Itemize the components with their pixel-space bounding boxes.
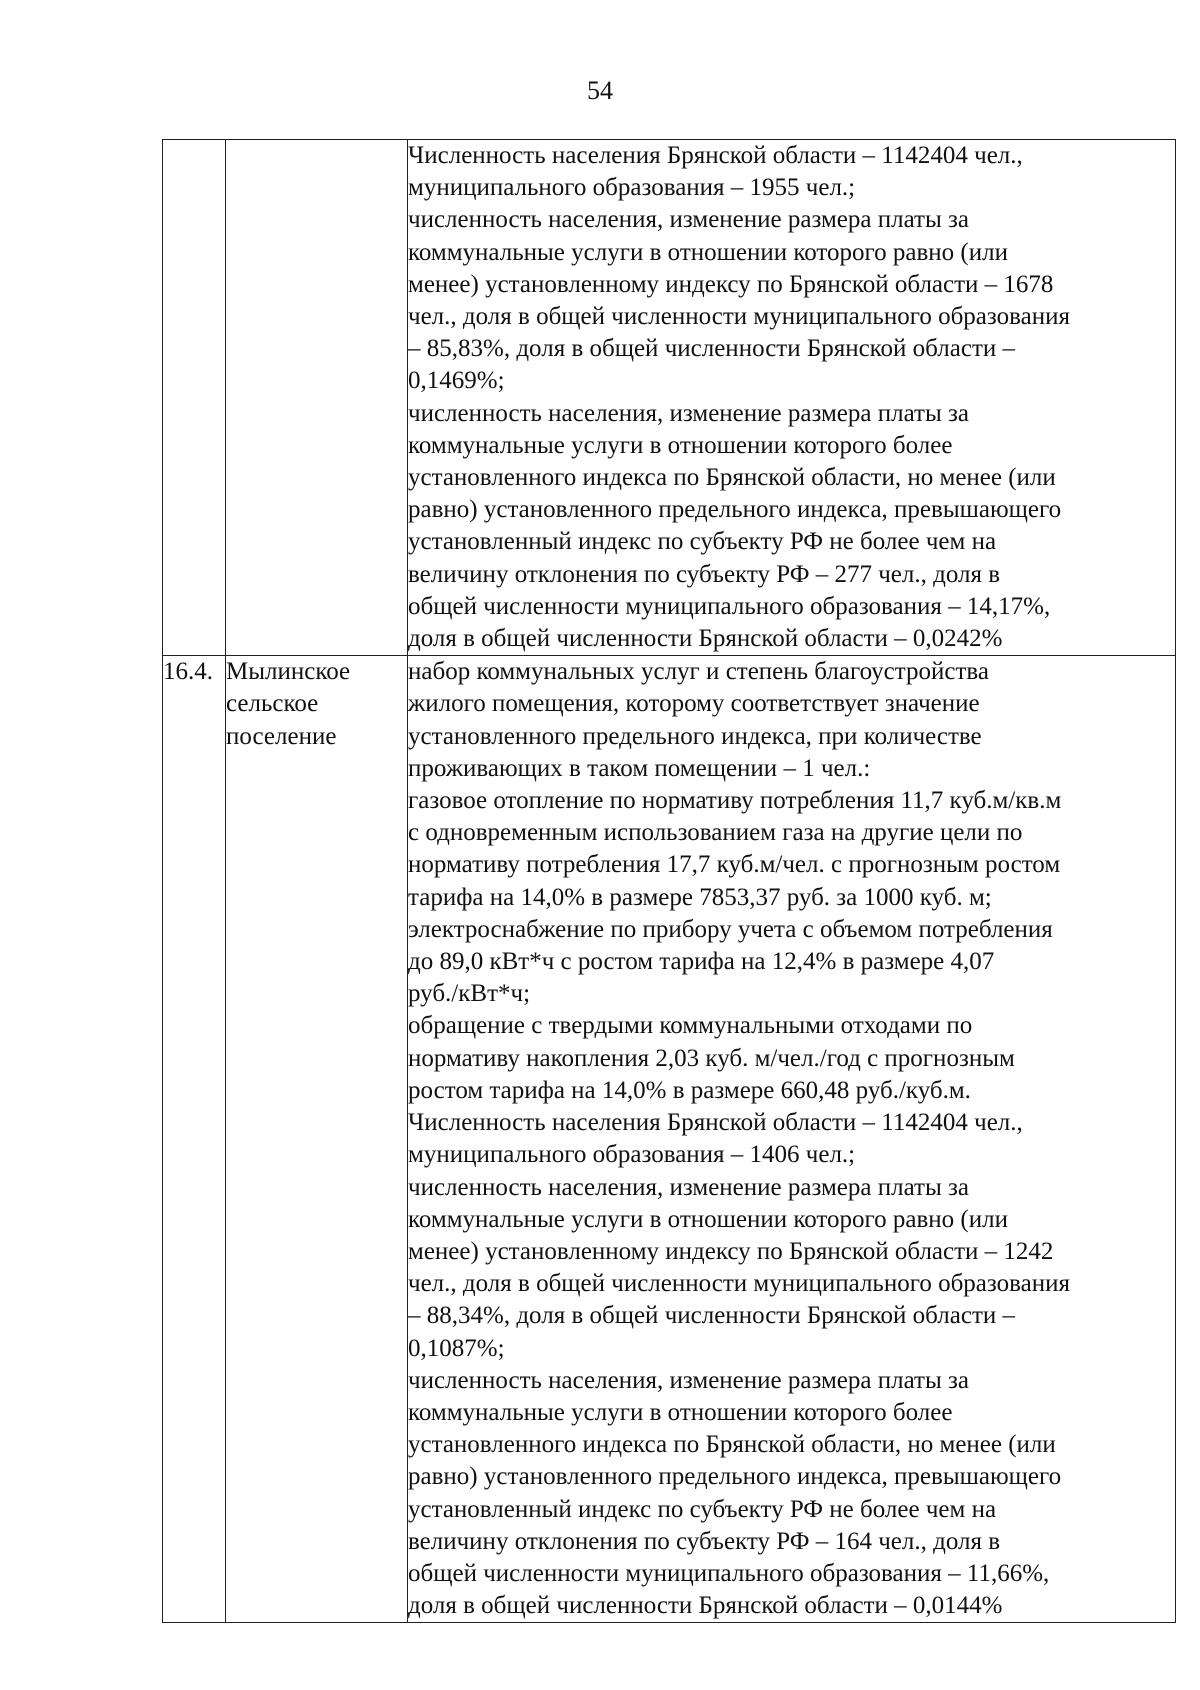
description-line: величину отклонения по субъекту РФ – 164 чел., доля в: [408, 1527, 1001, 1555]
description-line: проживающих в таком помещении – 1 чел.:: [408, 754, 871, 782]
description-line: муниципального образования – 1406 чел.;: [408, 1141, 856, 1169]
description-line: величину отклонения по субъекту РФ – 277 чел., доля в: [408, 560, 1001, 588]
table-row: [163, 140, 1176, 656]
description-line: менее) установленному индексу по Брянской области – 1242: [408, 1237, 1054, 1265]
description-line: газовое отопление по нормативу потребления 11,7 куб.м/кв.м: [408, 787, 1062, 815]
description-line: коммунальные услуги в отношении которого более: [408, 1398, 953, 1426]
description-line: Численность населения Брянской области – 1142404 чел.,: [408, 1109, 1023, 1137]
description-line: 0,1469%;: [408, 367, 505, 395]
description-cell: [408, 140, 1176, 656]
data-table: [162, 139, 1176, 1623]
description-line: установленного индекса по Брянской области, но менее (или: [408, 464, 1056, 492]
description-line: нормативу накопления 2,03 куб. м/чел./год с прогнозным: [408, 1044, 1015, 1072]
description-line: равно) установленного предельного индекса, превышающего: [408, 1463, 1062, 1491]
description-line: установленный индекс по субъекту РФ не более чем на: [408, 1495, 997, 1523]
description-line: коммунальные услуги в отношении которого равно (или: [408, 238, 1008, 266]
description-line: с одновременным использованием газа на другие цели по: [408, 819, 1023, 847]
municipality-name-line: Мылинское: [226, 658, 351, 686]
description-line: нормативу потребления 17,7 куб.м/чел. с прогнозным ростом: [408, 851, 1061, 879]
description-cell: [408, 656, 1176, 1623]
description-line: 0,1087%;: [408, 1334, 505, 1362]
description-line: численность населения, изменение размера платы за: [408, 1173, 969, 1201]
description-line: электроснабжение по прибору учета с объемом потребления: [408, 915, 1053, 943]
description-line: чел., доля в общей численности муниципального образования: [408, 1270, 1070, 1298]
row-number: 16.4.: [163, 658, 213, 686]
municipality-name-cell: [226, 140, 408, 656]
description-line: установленного предельного индекса, при количестве: [408, 722, 982, 750]
description-line: чел., доля в общей численности муниципального образования: [408, 303, 1070, 331]
municipality-name-line: поселение: [226, 722, 337, 750]
row-number-cell: [163, 656, 226, 1623]
description-line: коммунальные услуги в отношении которого более: [408, 431, 953, 459]
page-number: 54: [587, 76, 613, 105]
table-row: [163, 656, 1176, 1623]
description-line: руб./кВт*ч;: [408, 980, 531, 1008]
description-line: коммунальные услуги в отношении которого равно (или: [408, 1205, 1008, 1233]
description-line: установленного индекса по Брянской области, но менее (или: [408, 1431, 1056, 1459]
description-line: жилого помещения, которому соответствует значение: [408, 690, 980, 718]
description-line: доля в общей численности Брянской области – 0,0242%: [408, 625, 1003, 653]
description-line: муниципального образования – 1955 чел.;: [408, 174, 856, 202]
description-line: численность населения, изменение размера платы за: [408, 206, 969, 234]
description-line: установленный индекс по субъекту РФ не более чем на: [408, 528, 997, 556]
description-line: – 88,34%, доля в общей численности Брянской области –: [408, 1302, 1015, 1330]
description-line: равно) установленного предельного индекса, превышающего: [408, 496, 1062, 524]
description-line: численность населения, изменение размера платы за: [408, 399, 969, 427]
description-line: общей численности муниципального образования – 14,17%,: [408, 592, 1051, 620]
description-line: Численность населения Брянской области – 1142404 чел.,: [408, 142, 1023, 169]
description-line: ростом тарифа на 14,0% в размере 660,48 руб./куб.м.: [408, 1076, 971, 1104]
description-line: общей численности муниципального образования – 11,66%,: [408, 1559, 1050, 1587]
description-line: доля в общей численности Брянской области – 0,0144%: [408, 1592, 1003, 1620]
description-line: обращение с твердыми коммунальными отходами по: [408, 1012, 973, 1040]
description-line: до 89,0 кВт*ч с ростом тарифа на 12,4% в размере 4,07: [408, 948, 995, 976]
description-line: тарифа на 14,0% в размере 7853,37 руб. за 1000 куб. м;: [408, 883, 992, 911]
row-number-cell: [163, 140, 226, 656]
municipality-name-cell: [226, 656, 408, 1623]
description-line: менее) установленному индексу по Брянской области – 1678: [408, 270, 1054, 298]
table-body: [163, 140, 1176, 1623]
municipality-name-line: сельское: [226, 690, 319, 718]
description-line: – 85,83%, доля в общей численности Брянской области –: [408, 335, 1015, 363]
description-line: численность населения, изменение размера платы за: [408, 1366, 969, 1394]
description-line: набор коммунальных услуг и степень благоустройства: [408, 658, 989, 686]
